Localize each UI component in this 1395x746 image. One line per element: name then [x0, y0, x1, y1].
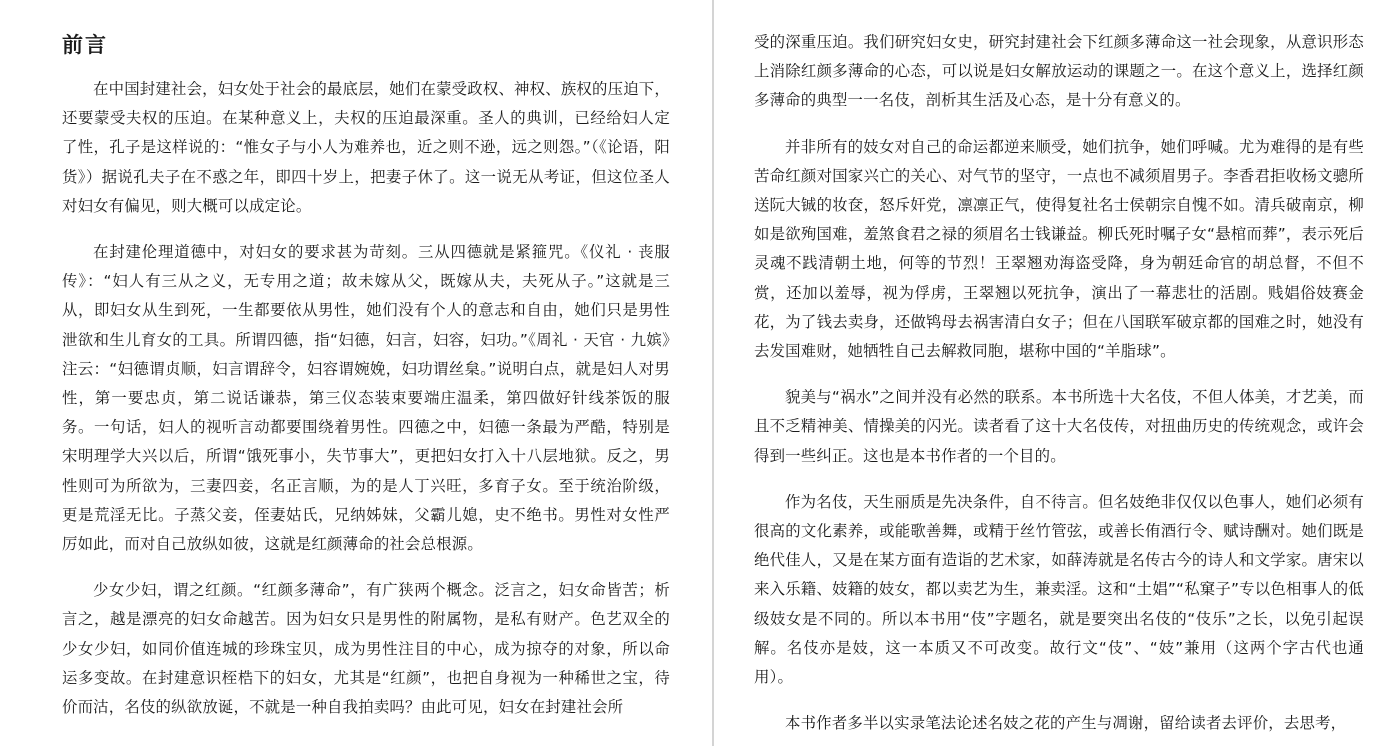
paragraph-resistance: 并非所有的妓女对自己的命运都逆来顺受，她们抗争，她们呼喊。尤为难得的是有些苦命红颜对国家兴亡的关心、对气节的坚守，一点也不减须眉男子。李香君拒收杨文骢所送阮大铖的妆奁，怒斥奸党，凛凛正气，使得复社名士侯朝宗自愧不如。清兵破南京，柳如是欲殉国难，羞煞食君之禄的须眉名士钱谦益。柳氏死时嘱子女“悬棺而葬”，表示死后灵魂不践清朝土地，何等的节烈！王翠翘劝海盗受降，身为朝廷命官的胡总督，不但不赏，还加以羞辱，视为俘虏，王翠翘以死抗争，演出了一幕悲壮的活剧。贱娼俗妓赛金花，为了钱去卖身，还做鸨母去祸害清白女子；但在八国联军破京都的国难之时，她没有去发国难财，她牺牲自己去解救同胞，堪称中国的“羊脂球”。: [754, 137, 1364, 361]
paragraph-beauty: 貌美与“祸水”之间并没有必然的联系。本书所选十大名伎，不但人体美，才艺美，而且不乏精神美、情操美的闪光。读者看了这十大名伎传，对扭曲历史的传统观念，或许会得到一些纠正。这也是本书作者的一个目的。: [754, 388, 1364, 465]
right-page-body: [754, 28, 1364, 746]
paragraph-continuation: 受的深重压迫。我们研究妇女史，研究封建社会下红颜多薄命这一社会现象，从意识形态上消除红颜多薄命的心态，可以说是妇女解放运动的课题之一。在这个意义上，选择红颜多薄命的典型一一名伎，剖析其生活及心态，是十分有意义的。: [754, 33, 1364, 110]
right-page: [714, 0, 1395, 746]
paragraph-author-method: 本书作者多半以实录笔法论述名妓之花的产生与凋谢，留给读者去评价，去思考，: [785, 714, 1347, 733]
paragraph-three-obediences: 在封建伦理道德中，对妇女的要求甚为苛刻。三从四德就是紧箍咒。《仪礼 · 丧服传》：“妇人有三从之义，无专用之道；故未嫁从父，既嫁从夫，夫死从子。”这就是三从，即妇女从生到死，一生都要依从男性，她们没有个人的意志和自由，她们只是男性泄欲和生儿育女的工具。所谓四德，指“妇德，妇言，妇容，妇功。”《周礼 · 天官 · 九嫔》注云：“妇德谓贞顺，妇言谓辞令，妇容谓婉娩，妇功谓丝枲。”说明白点，就是妇人对男性，第一要忠贞，第二说话谦恭，第三仪态装束要端庄温柔，第四做好针线茶饭的服务。一句话，妇人的视听言动都要围绕着男性。四德之中，妇德一条最为严酷，特别是宋明理学大兴以后，所谓“饿死事小，失节事大”，更把妇女打入十八层地狱。反之，男性则可为所欲为，三妻四妾，名正言顺，为的是人丁兴旺，多育子女。至于统治阶级，更是荒淫无比。子蒸父妾，侄妻姑氏，兄纳姊妹，父霸儿媳，史不绝书。男性对女性严厉如此，而对自己放纵如彼，这就是红颜薄命的社会总根源。: [62, 243, 670, 554]
paragraph-patriarchy: 在中国封建社会，妇女处于社会的最底层，她们在蒙受政权、神权、族权的压迫下，还要蒙受夫权的压迫。在某种意义上，夫权的压迫最深重。圣人的典训，已经给妇人定了性，孔子是这样说的：“惟女子与小人为难养也，近之则不逊，远之则怨。”（《论语，阳货》）据说孔夫子在不惑之年，即四十岁上，把妻子休了。这一说无从考证，但这位圣人对妇女有偏见，则大概可以成定论。: [62, 80, 670, 215]
paragraph-hongyan: 少女少妇，谓之红颜。“红颜多薄命”，有广狭两个概念。泛言之，妇女命皆苦；析言之，越是漂亮的妇女命越苦。因为妇女只是男性的附属物，是私有财产。色艺双全的少女少妇，如同价值连城的珍珠宝贝，成为男性注目的中心，成为掠夺的对象，所以命运多变故。在封建意识桎梏下的妇女，尤其是“红颜”，也把自身视为一种稀世之宝，待价而沽，名伎的纵欲放诞，不就是一种自我拍卖吗？由此可见，妇女在封建社会所: [62, 581, 670, 717]
left-page-body: [62, 75, 670, 739]
paragraph-famous-courtesans: 作为名伎，天生丽质是先决条件，自不待言。但名妓绝非仅仅以色事人，她们必须有很高的文化素养，或能歌善舞，或精于丝竹管弦，或善长侑酒行令、赋诗酬对。她们既是绝代佳人，又是在某方面有造诣的艺术家，如薛涛就是名传古今的诗人和文学家。唐宋以来入乐籍、妓籍的妓女，都以卖艺为生，兼卖淫。这和“土娼”“私窠子”专以色相事人的低级妓女是不同的。所以本书用“伎”字题名，就是要突出名伎的“伎乐”之长，以免引起误解。名伎亦是妓，这一本质又不可改变。故行文“伎”、“妓”兼用（这两个字古代也通用）。: [754, 492, 1364, 687]
page-title: 前言: [62, 32, 108, 57]
